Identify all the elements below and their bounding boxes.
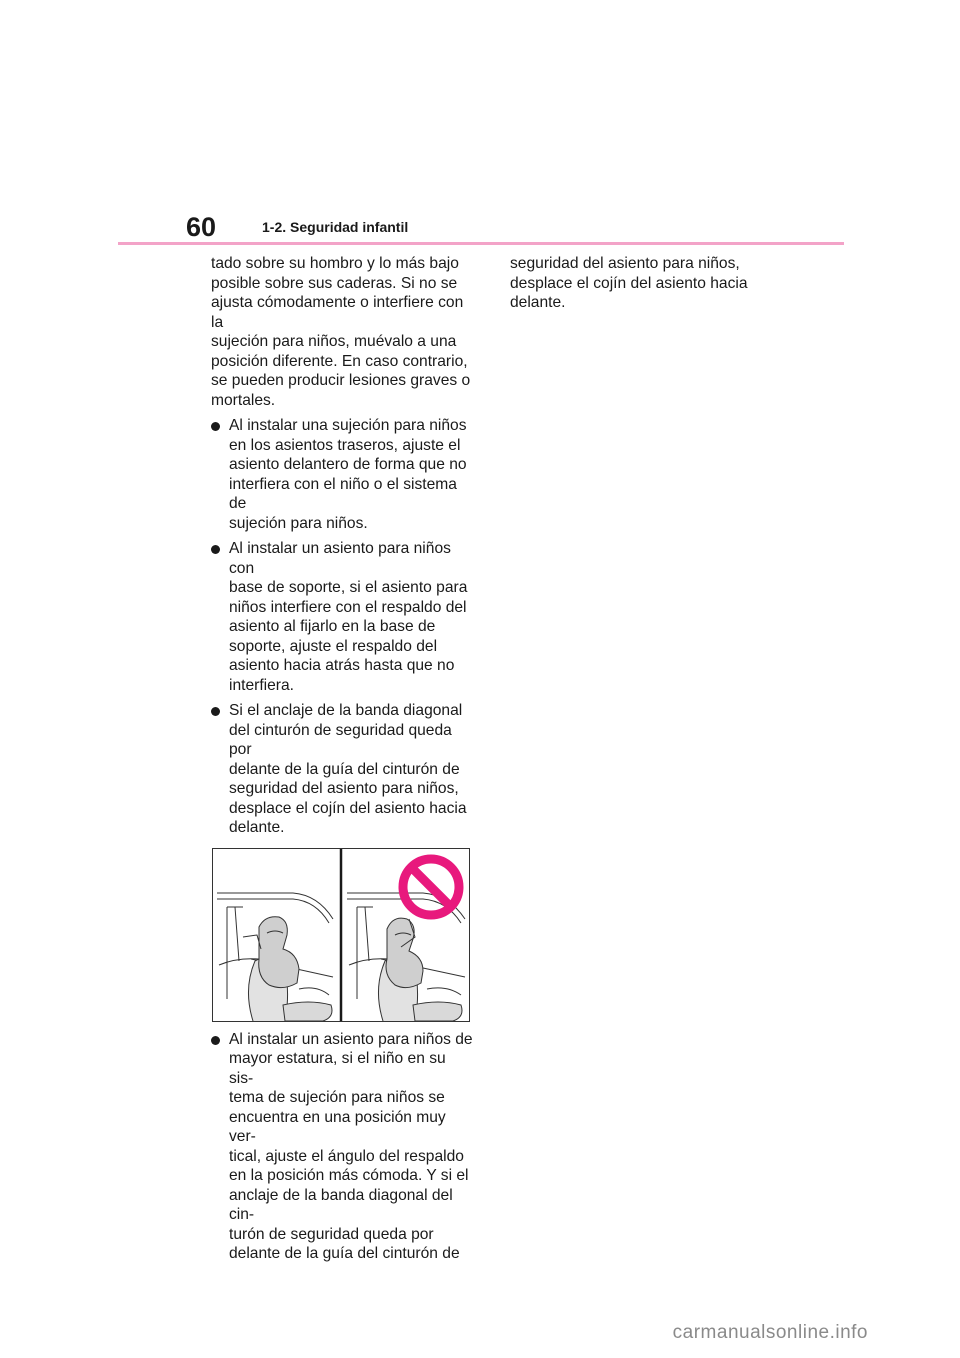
intro-line: mortales. — [211, 391, 276, 409]
bullet-line: interfiera con el niño o el sistema de — [229, 475, 457, 512]
bullet-line: asiento delantero de forma que no — [229, 456, 467, 473]
bullet-line: interfiera. — [229, 676, 295, 694]
bullet-line: anclaje de la banda diagonal del cin- — [229, 1186, 453, 1223]
continuation-paragraph — [510, 254, 772, 313]
section-title: 1-2. Seguridad infantil — [262, 219, 409, 235]
bullet-line: desplace el cojín del asiento hacia — [229, 799, 467, 817]
bullet-item — [211, 701, 473, 838]
bullet-dot-icon — [211, 422, 220, 431]
bullet-line: delante. — [229, 819, 285, 836]
bullet-dot-icon — [211, 1036, 220, 1045]
bullet-line: sujeción para niños. — [229, 514, 368, 532]
continuation-line: delante. — [510, 294, 566, 311]
bullet-line: turón de seguridad queda por — [229, 1225, 434, 1243]
bullet-line: seguridad del asiento para niños, — [229, 780, 459, 797]
bullet-line: Al instalar un asiento para niños de — [229, 1030, 473, 1048]
bullet-line: base de soporte, si el asiento para — [229, 579, 468, 596]
page-number: 60 — [186, 212, 217, 242]
intro-line: ajusta cómodamente o interfiere con la — [211, 294, 464, 331]
bullet-line: delante de la guía del cinturón de — [229, 760, 460, 778]
bullet-line: delante de la guía del cinturón de — [229, 1245, 460, 1262]
bullet-line: soporte, ajuste el respaldo del — [229, 637, 438, 655]
bullet-line: en la posición más cómoda. Y si el — [229, 1167, 469, 1184]
bullet-line: tema de sujeción para niños se — [229, 1089, 445, 1106]
intro-line: se pueden producir lesiones graves o — [211, 372, 471, 389]
watermark: carmanualsonline.info — [672, 1322, 868, 1343]
bullet-line: Si el anclaje de la banda diagonal — [229, 702, 463, 719]
intro-line: sujeción para niños, muévalo a una — [211, 333, 457, 350]
bullet-line: del cinturón de seguridad queda por — [229, 721, 452, 758]
bullet-line: tical, ajuste el ángulo del respaldo — [229, 1147, 464, 1165]
bullet-line: niños interfiere con el respaldo del — [229, 598, 467, 616]
intro-line: posible sobre sus caderas. Si no se — [211, 274, 458, 292]
header-rule — [118, 242, 844, 245]
bullet-dot-icon — [211, 707, 220, 716]
bullet-line: Al instalar un asiento para niños con — [229, 540, 451, 577]
prohibition-icon — [403, 859, 459, 915]
intro-line: posición diferente. En caso contrario, — [211, 352, 468, 370]
correct-seat-position-illustration — [217, 893, 333, 1021]
right-column — [510, 254, 772, 319]
bullet-dot-icon — [211, 545, 220, 554]
bullet-line: en los asientos traseros, ajuste el — [229, 436, 461, 454]
bullet-line: mayor estatura, si el niño en su sis- — [229, 1050, 446, 1087]
seat-position-figure — [212, 848, 470, 1022]
left-column — [211, 254, 473, 1270]
bullet-item — [211, 1030, 473, 1264]
continuation-line: desplace el cojín del asiento hacia — [510, 274, 748, 292]
bullet-item — [211, 539, 473, 695]
intro-paragraph — [211, 254, 473, 410]
bullet-line: asiento al fijarlo en la base de — [229, 618, 436, 635]
bullet-line: asiento hacia atrás hasta que no — [229, 657, 455, 674]
bullet-line: Al instalar una sujeción para niños — [229, 417, 467, 434]
bullet-item — [211, 416, 473, 533]
continuation-line: seguridad del asiento para niños, — [510, 255, 740, 272]
bullet-line: encuentra en una posición muy ver- — [229, 1108, 446, 1145]
seat-illustration — [213, 849, 469, 1021]
intro-line: tado sobre su hombro y lo más bajo — [211, 255, 459, 272]
